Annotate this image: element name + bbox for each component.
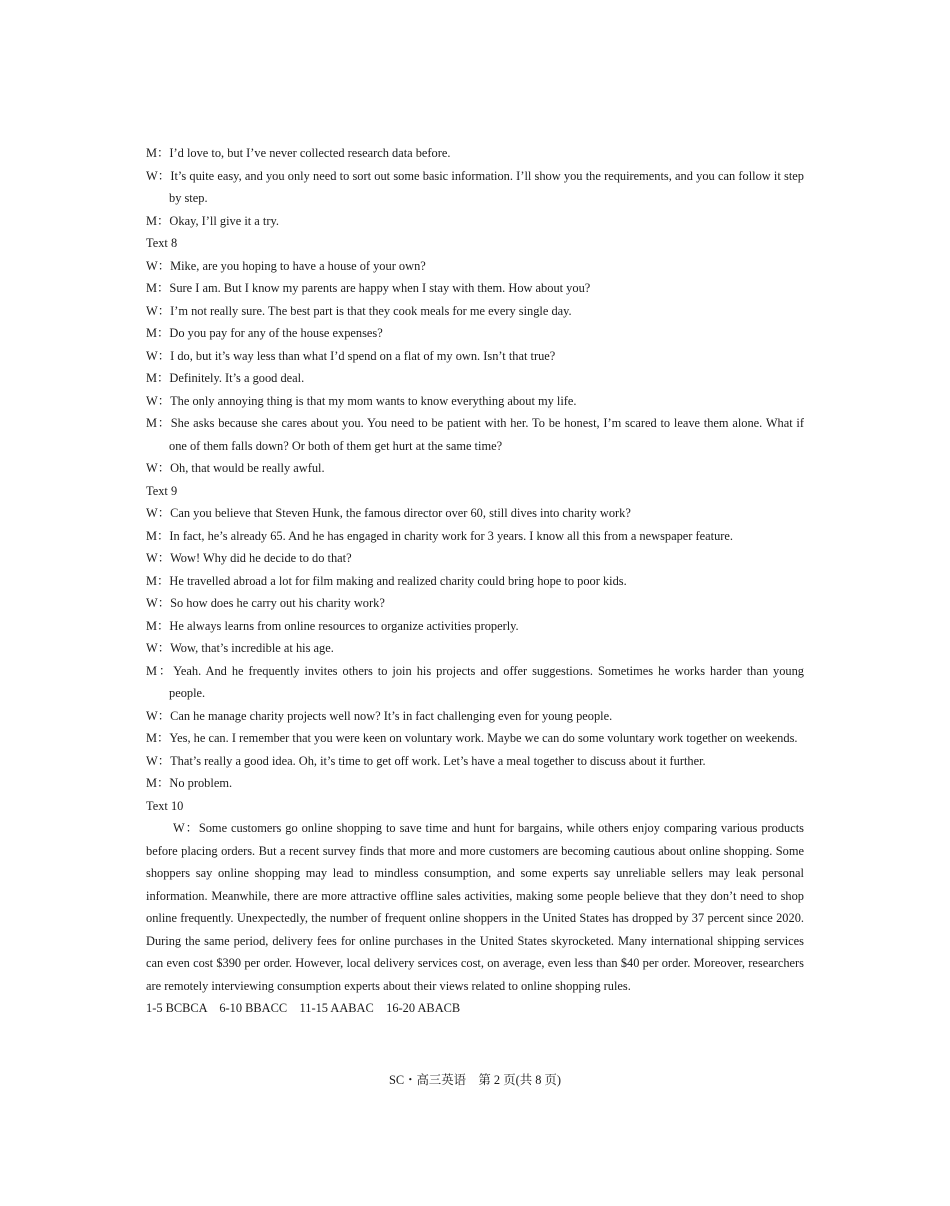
speaker-label: W： xyxy=(146,506,171,520)
turn-text: Can you believe that Steven Hunk, the famous director over 60, still dives into charity work? xyxy=(170,506,631,520)
speaker-label: W： xyxy=(146,641,171,655)
speaker-label: M： xyxy=(146,776,170,790)
dialogue-continuation xyxy=(146,142,804,232)
dialogue-turn xyxy=(146,210,804,233)
document-body xyxy=(146,142,804,1020)
speaker-label: M： xyxy=(146,663,174,678)
dialogue-turn xyxy=(146,300,804,323)
speaker-label: W： xyxy=(173,821,199,835)
speaker-label: W： xyxy=(146,348,171,363)
turn-text: Wow! Why did he decide to do that? xyxy=(170,551,352,565)
speaker-label: M： xyxy=(146,213,170,228)
dialogue-turn xyxy=(146,367,804,390)
monologue-text: Some customers go online shopping to save time and hunt for bargains, while others enjoy comparing various products before placing orders. But a recent survey finds that more and more customers are becoming cautious about online shopping. Some shoppers say online shopping may lead to mindless consumption, and some experts say unreliable sellers may leak personal information. Meanwhile, there are more attractive offline sales activities, making some people believe that they don’t need to shop online frequently. Unexpectedly, the number of frequent online shoppers in the United States has dropped by 37 percent since 2020. During the same period, delivery fees for online purchases in the United States skyrocketed. Many international shipping services can even cost $390 per order. However, local delivery services cost, on average, even less than $40 per order. Moreover, researchers are remotely interviewing consumption experts about their views related to online shopping rules. xyxy=(146,821,804,993)
turn-text: He travelled abroad a lot for film making and realized charity could bring hope to poor kids. xyxy=(169,573,627,588)
speaker-label: M： xyxy=(146,731,170,745)
turn-text: Definitely. It’s a good deal. xyxy=(169,371,305,385)
turn-text: Oh, that would be really awful. xyxy=(170,461,325,475)
dialogue-turn xyxy=(146,457,804,480)
turn-text: Yes, he can. I remember that you were keen on voluntary work. Maybe we can do some voluntary work together on weekends. xyxy=(169,731,798,745)
speaker-label: M： xyxy=(146,416,171,430)
speaker-label: W： xyxy=(146,708,171,723)
page-footer: SC・高三英语 第 2 页(共 8 页) xyxy=(388,1073,562,1087)
dialogue-turn xyxy=(146,255,804,278)
dialogue-turn xyxy=(146,322,804,345)
dialogue-turn xyxy=(146,277,804,300)
turn-text: So how does he carry out his charity work? xyxy=(170,596,385,610)
dialogue-turn xyxy=(146,345,804,368)
dialogue-turn xyxy=(146,660,804,705)
turn-text: It’s quite easy, and you only need to sort out some basic information. I’ll show you the requirements, and you can follow it step by step. xyxy=(169,168,804,205)
turn-text: Mike, are you hoping to have a house of your own? xyxy=(170,258,426,273)
dialogue-turn xyxy=(146,637,804,660)
dialogue-turn xyxy=(146,727,804,750)
turn-text: I’d love to, but I’ve never collected research data before. xyxy=(169,146,451,160)
speaker-label: M： xyxy=(146,281,170,295)
dialogue-turn xyxy=(146,390,804,413)
turn-text: Sure I am. But I know my parents are happy when I stay with them. How about you? xyxy=(169,281,591,295)
speaker-label: W： xyxy=(146,168,171,183)
dialogue-turn xyxy=(146,502,804,525)
turn-text: I’m not really sure. The best part is that they cook meals for me every single day. xyxy=(170,303,572,318)
dialogue-turn xyxy=(146,165,804,210)
text10-monologue xyxy=(146,817,804,997)
dialogue-turn xyxy=(146,772,804,795)
turn-text: She asks because she cares about you. You need to be patient with her. To be honest, I’m scared to leave them alone. What if one of them falls down? Or both of them get hurt at the same time? xyxy=(169,416,804,453)
turn-text: Yeah. And he frequently invites others to join his projects and offer suggestions. Sometimes he works harder than young people. xyxy=(169,663,804,700)
answer-key: 1-5 BCBCA 6-10 BBACC 11-15 AABAC 16-20 ABACB xyxy=(146,1001,461,1015)
dialogue-turn xyxy=(146,412,804,457)
speaker-label: M： xyxy=(146,618,170,633)
dialogue-turn xyxy=(146,570,804,593)
dialogue-turn xyxy=(146,525,804,548)
speaker-label: M： xyxy=(146,146,170,160)
speaker-label: W： xyxy=(146,258,171,273)
speaker-label: W： xyxy=(146,551,171,565)
text9-heading: Text 9 xyxy=(146,483,178,498)
dialogue-turn xyxy=(146,750,804,773)
dialogue-turn xyxy=(146,615,804,638)
speaker-label: M： xyxy=(146,371,170,385)
text10-heading: Text 10 xyxy=(146,798,184,813)
turn-text: That’s really a good idea. Oh, it’s time to get off work. Let’s have a meal together to discuss about it further. xyxy=(170,753,706,768)
speaker-label: M： xyxy=(146,528,170,543)
turn-text: Okay, I’ll give it a try. xyxy=(169,213,279,228)
turn-text: In fact, he’s already 65. And he has engaged in charity work for 3 years. I know all this from a newspaper feature. xyxy=(169,528,733,543)
speaker-label: W： xyxy=(146,753,171,768)
speaker-label: M： xyxy=(146,573,170,588)
dialogue-turn xyxy=(146,705,804,728)
text9-dialogue xyxy=(146,502,804,795)
dialogue-turn xyxy=(146,142,804,165)
speaker-label: W： xyxy=(146,303,171,318)
dialogue-turn xyxy=(146,547,804,570)
turn-text: Can he manage charity projects well now? It’s in fact challenging even for young people. xyxy=(170,708,613,723)
turn-text: He always learns from online resources to organize activities properly. xyxy=(169,618,519,633)
dialogue-turn xyxy=(146,592,804,615)
turn-text: No problem. xyxy=(169,776,233,790)
speaker-label: W： xyxy=(146,461,171,475)
text8-heading: Text 8 xyxy=(146,236,178,250)
turn-text: Wow, that’s incredible at his age. xyxy=(170,641,334,655)
text8-dialogue xyxy=(146,255,804,480)
turn-text: Do you pay for any of the house expenses? xyxy=(169,326,383,340)
speaker-label: W： xyxy=(146,393,171,408)
speaker-label: M： xyxy=(146,326,170,340)
turn-text: I do, but it’s way less than what I’d spend on a flat of my own. Isn’t that true? xyxy=(170,348,556,363)
speaker-label: W： xyxy=(146,596,171,610)
turn-text: The only annoying thing is that my mom wants to know everything about my life. xyxy=(170,393,577,408)
